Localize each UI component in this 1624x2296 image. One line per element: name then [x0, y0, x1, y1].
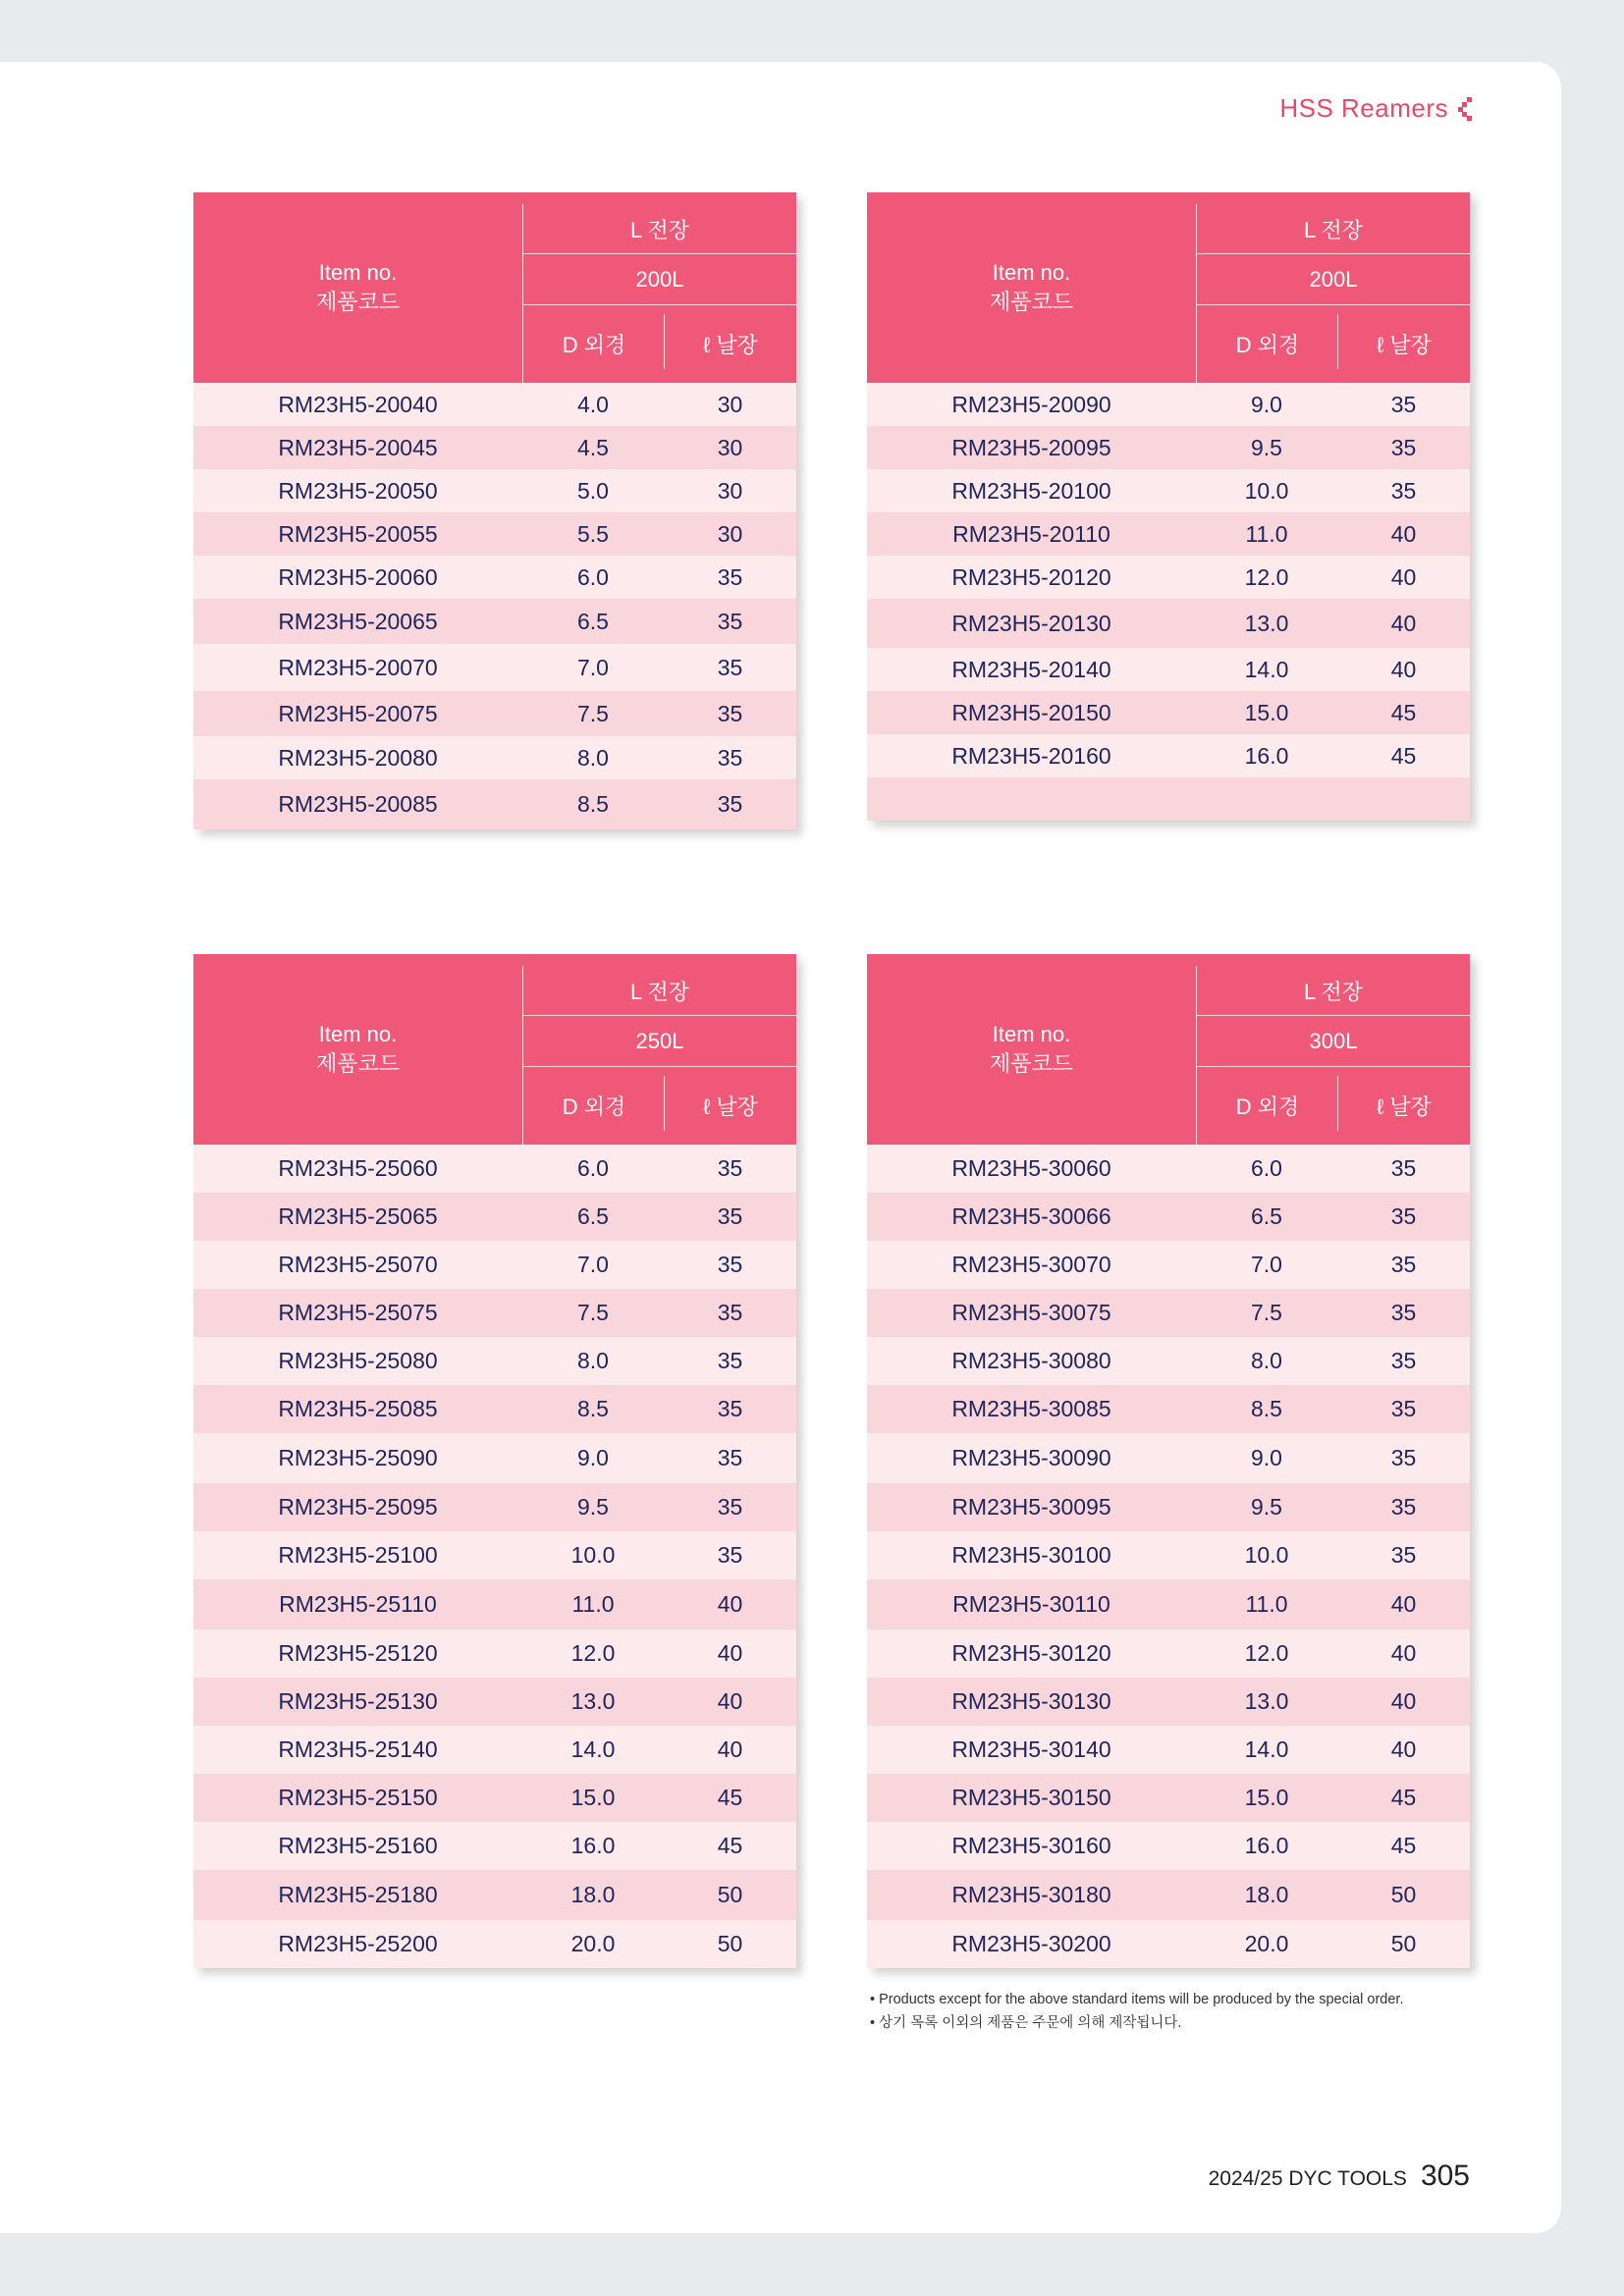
table-row: [867, 1145, 1470, 1193]
footer: [1209, 2160, 1470, 2193]
flute-length-cell: 40: [717, 1591, 743, 1617]
note-kr: • 상기 목록 이외의 제품은 주문에 의해 제작됩니다.: [870, 2015, 1182, 2031]
diameter-cell: 6.5: [577, 608, 609, 634]
diameter-cell: 18.0: [1244, 1882, 1289, 1907]
diameter-cell: 6.0: [577, 563, 609, 590]
table-header: [867, 954, 1470, 1145]
length-header: L 전장: [629, 217, 690, 242]
item-header-en: Item no.: [318, 1022, 398, 1046]
item-code-cell: RM23H5-30200: [951, 1931, 1111, 1956]
item-header: [867, 954, 1196, 1145]
flute-length-cell: 35: [1390, 1494, 1417, 1520]
table-row: [193, 1920, 796, 1968]
item-code-cell: RM23H5-25130: [278, 1688, 438, 1714]
table-body: [193, 1145, 796, 1968]
diameter-cell: 12.0: [1244, 1640, 1289, 1666]
flute-length-cell: 35: [1390, 1203, 1417, 1229]
flute-length-cell: 45: [1390, 742, 1417, 769]
flute-length-cell: 35: [717, 1300, 743, 1325]
footer-brand: 2024/25 DYC TOOLS: [1208, 2167, 1407, 2190]
item-code-cell: RM23H5-25060: [278, 1155, 438, 1181]
table-row: [867, 1385, 1470, 1433]
diameter-cell: 12.0: [570, 1640, 616, 1666]
flute-length-cell: 35: [717, 1542, 743, 1568]
table-row: [193, 1145, 796, 1193]
flute-length-cell: 50: [1390, 1882, 1417, 1907]
diameter-cell: 13.0: [1244, 610, 1289, 636]
flute-length-cell: 35: [717, 608, 743, 634]
item-code-cell: RM23H5-30100: [951, 1542, 1111, 1568]
table-row: [867, 1629, 1470, 1678]
diameter-cell: 7.0: [1251, 1252, 1282, 1277]
flute-length-cell: 35: [717, 1203, 743, 1229]
flute-length-cell: [1337, 777, 1470, 821]
diameter-cell: 20.0: [570, 1931, 616, 1956]
diameter-cell: 12.0: [1244, 563, 1289, 590]
item-code-cell: RM23H5-20055: [278, 520, 438, 547]
item-code-cell: RM23H5-20070: [278, 654, 438, 680]
length-value-header: 200L: [1309, 266, 1358, 292]
item-code-cell: RM23H5-30060: [951, 1155, 1111, 1181]
item-code-cell: RM23H5-30095: [951, 1494, 1111, 1520]
diameter-cell: 5.0: [577, 477, 609, 504]
flute-length-cell: 50: [1390, 1931, 1417, 1956]
diameter-cell: 6.5: [1251, 1203, 1282, 1229]
item-code-cell: RM23H5-20110: [952, 520, 1110, 547]
item-code-cell: RM23H5-20065: [278, 608, 438, 634]
table-row: [193, 1726, 796, 1774]
flute-length-cell: 35: [1390, 1252, 1417, 1277]
item-code-cell: RM23H5-30090: [951, 1445, 1111, 1470]
flute-length-cell: 40: [1390, 1640, 1417, 1666]
flute-length-cell: 30: [717, 520, 743, 547]
length-header: L 전장: [1303, 979, 1364, 1004]
item-code-cell: RM23H5-25150: [278, 1785, 438, 1810]
diameter-cell: 4.0: [577, 391, 609, 417]
table-header: [867, 192, 1470, 383]
item-code-cell: RM23H5-25065: [278, 1203, 438, 1229]
flute-length-cell: 35: [1390, 391, 1417, 417]
flute-length-cell: 40: [1390, 1736, 1417, 1762]
table-row: [867, 383, 1470, 426]
item-code-cell: RM23H5-30080: [951, 1348, 1111, 1373]
diameter-cell: 11.0: [571, 1591, 615, 1617]
table-row: [867, 1483, 1470, 1531]
item-code-cell: RM23H5-25140: [278, 1736, 438, 1762]
table-row: [193, 383, 796, 426]
notes: [870, 1988, 1404, 2035]
flute-length-cell: 40: [717, 1640, 743, 1666]
diameter-cell: 8.5: [577, 1396, 609, 1421]
table-row: [867, 1920, 1470, 1968]
flute-length-cell: 35: [717, 1348, 743, 1373]
table-row: [193, 1531, 796, 1579]
flute-length-cell: 40: [1390, 610, 1417, 636]
item-code-cell: RM23H5-30160: [951, 1833, 1111, 1858]
table-row: [193, 691, 796, 736]
table-row: [193, 1193, 796, 1241]
diameter-cell: 10.0: [570, 1542, 616, 1568]
diameter-cell: 8.0: [577, 1348, 609, 1373]
diameter-header: D 외경: [562, 1095, 626, 1119]
item-code-cell: RM23H5-20095: [951, 434, 1111, 460]
flute-length-cell: 35: [1390, 1155, 1417, 1181]
table-body: [193, 383, 796, 829]
flute-length-cell: 35: [717, 1445, 743, 1470]
flute-length-cell: 40: [1390, 1688, 1417, 1714]
table-row: [193, 1483, 796, 1531]
item-code-cell: RM23H5-30120: [951, 1640, 1111, 1666]
diameter-cell: 7.5: [1251, 1300, 1282, 1325]
table-row: [193, 1629, 796, 1678]
item-header-kr: 제품코드: [989, 290, 1073, 314]
table-row: [867, 1870, 1470, 1920]
item-code-cell: RM23H5-25110: [279, 1591, 437, 1617]
flute-length-header: ℓ 날장: [703, 1095, 758, 1119]
table-row: [867, 469, 1470, 512]
item-header: [867, 192, 1196, 383]
table-row: [867, 1822, 1470, 1870]
table-body: [867, 383, 1470, 821]
flute-length-cell: 35: [717, 791, 743, 817]
item-code-cell: RM23H5-20090: [951, 391, 1111, 417]
flute-length-cell: 35: [717, 563, 743, 590]
flute-length-cell: 40: [1390, 1591, 1417, 1617]
table-row: [867, 512, 1470, 556]
diameter-cell: 6.5: [577, 1203, 609, 1229]
length-value-header: 250L: [635, 1028, 684, 1053]
flute-length-cell: 40: [1390, 520, 1417, 547]
flute-length-cell: 35: [717, 1396, 743, 1421]
diameter-cell: [1196, 777, 1337, 821]
flute-length-cell: 30: [717, 434, 743, 460]
item-code-cell: RM23H5-30130: [951, 1688, 1111, 1714]
length-value-header: 300L: [1309, 1028, 1358, 1053]
table-row: [867, 1726, 1470, 1774]
item-code-cell: RM23H5-20160: [951, 742, 1111, 769]
diameter-cell: 10.0: [1244, 477, 1289, 504]
flute-length-cell: 35: [1390, 1348, 1417, 1373]
item-code-cell: [867, 777, 1196, 821]
item-code-cell: RM23H5-25120: [278, 1640, 438, 1666]
flute-length-cell: 45: [1390, 699, 1417, 725]
item-code-cell: RM23H5-30066: [951, 1203, 1111, 1229]
flute-length-cell: 45: [1390, 1833, 1417, 1858]
table-row: [867, 1193, 1470, 1241]
diameter-cell: 9.5: [1251, 1494, 1282, 1520]
spec-table-4: [867, 954, 1470, 1968]
diameter-cell: 9.5: [1251, 434, 1282, 460]
flute-length-cell: 45: [717, 1833, 743, 1858]
item-header-kr: 제품코드: [315, 1051, 400, 1076]
item-header: [193, 192, 522, 383]
flute-length-header: ℓ 날장: [1377, 333, 1432, 357]
diameter-cell: 15.0: [570, 1785, 616, 1810]
length-header: L 전장: [1303, 217, 1364, 242]
diameter-cell: 8.0: [577, 744, 609, 771]
item-code-cell: RM23H5-30070: [951, 1252, 1111, 1277]
flute-length-cell: 35: [717, 1494, 743, 1520]
flute-length-cell: 50: [717, 1931, 743, 1956]
diameter-header: D 외경: [1235, 1095, 1300, 1119]
diameter-cell: 8.5: [577, 791, 609, 817]
flute-length-cell: 35: [1390, 1396, 1417, 1421]
flute-length-cell: 35: [1390, 1542, 1417, 1568]
diameter-header: D 외경: [562, 333, 626, 357]
spec-table-1: [193, 192, 796, 829]
item-header-kr: 제품코드: [315, 290, 400, 314]
table-header: [193, 192, 796, 383]
table-row: [867, 1433, 1470, 1483]
flute-length-cell: 35: [1390, 477, 1417, 504]
item-code-cell: RM23H5-25090: [278, 1445, 438, 1470]
item-header-en: Item no.: [992, 1022, 1071, 1046]
flute-length-cell: 35: [717, 654, 743, 680]
diameter-cell: 13.0: [570, 1688, 616, 1714]
table-row: [193, 426, 796, 469]
table-row-empty: [867, 777, 1470, 821]
diameter-cell: 6.0: [577, 1155, 609, 1181]
item-code-cell: RM23H5-30075: [951, 1300, 1111, 1325]
length-header: L 전장: [629, 979, 690, 1004]
table-row: [193, 1822, 796, 1870]
flute-length-cell: 50: [717, 1882, 743, 1907]
table-header: [193, 954, 796, 1145]
table-row: [867, 1531, 1470, 1579]
item-code-cell: RM23H5-25070: [278, 1252, 438, 1277]
chevron-left-icon: [1458, 97, 1472, 121]
diameter-cell: 7.0: [577, 1252, 609, 1277]
table-row: [867, 426, 1470, 469]
item-header-en: Item no.: [318, 260, 398, 285]
item-code-cell: RM23H5-30150: [951, 1785, 1111, 1810]
table-row: [193, 556, 796, 599]
section-title: [1279, 93, 1472, 124]
flute-length-cell: 40: [717, 1688, 743, 1714]
flute-length-cell: 40: [1390, 656, 1417, 682]
item-code-cell: RM23H5-20085: [278, 791, 438, 817]
page-number: 305: [1420, 2160, 1470, 2192]
item-code-cell: RM23H5-20075: [278, 700, 438, 726]
item-code-cell: RM23H5-20130: [951, 610, 1111, 636]
flute-length-cell: 35: [717, 744, 743, 771]
table-row: [867, 599, 1470, 648]
table-row: [867, 734, 1470, 777]
flute-length-cell: 40: [717, 1736, 743, 1762]
item-code-cell: RM23H5-25095: [278, 1494, 438, 1520]
spec-table-2: [867, 192, 1470, 821]
item-code-cell: RM23H5-20120: [951, 563, 1111, 590]
table-row: [867, 691, 1470, 734]
table-row: [193, 512, 796, 556]
item-code-cell: RM23H5-20060: [278, 563, 438, 590]
item-code-cell: RM23H5-20050: [278, 477, 438, 504]
diameter-cell: 7.5: [577, 700, 609, 726]
item-code-cell: RM23H5-30180: [951, 1882, 1111, 1907]
section-title-text: HSS Reamers: [1279, 93, 1448, 123]
flute-length-cell: 35: [1390, 1300, 1417, 1325]
item-code-cell: RM23H5-25080: [278, 1348, 438, 1373]
diameter-cell: 15.0: [1244, 699, 1289, 725]
item-code-cell: RM23H5-25100: [278, 1542, 438, 1568]
flute-length-cell: 35: [1390, 1445, 1417, 1470]
table-row: [193, 1678, 796, 1726]
table-row: [193, 1337, 796, 1385]
table-row: [867, 1289, 1470, 1337]
diameter-cell: 20.0: [1244, 1931, 1289, 1956]
diameter-cell: 15.0: [1244, 1785, 1289, 1810]
item-code-cell: RM23H5-30110: [952, 1591, 1110, 1617]
item-code-cell: RM23H5-20150: [951, 699, 1111, 725]
diameter-cell: 10.0: [1244, 1542, 1289, 1568]
diameter-cell: 9.5: [577, 1494, 609, 1520]
flute-length-cell: 35: [1390, 434, 1417, 460]
diameter-cell: 14.0: [570, 1736, 616, 1762]
diameter-cell: 9.0: [1251, 391, 1282, 417]
item-code-cell: RM23H5-25085: [278, 1396, 438, 1421]
item-code-cell: RM23H5-20100: [951, 477, 1111, 504]
flute-length-cell: 45: [717, 1785, 743, 1810]
item-code-cell: RM23H5-20080: [278, 744, 438, 771]
table-row: [193, 1579, 796, 1629]
flute-length-cell: 35: [717, 1155, 743, 1181]
diameter-cell: 8.0: [1251, 1348, 1282, 1373]
diameter-cell: 16.0: [570, 1833, 616, 1858]
table-row: [867, 648, 1470, 691]
diameter-cell: 6.0: [1251, 1155, 1282, 1181]
table-row: [193, 1385, 796, 1433]
diameter-cell: 11.0: [1245, 1591, 1288, 1617]
diameter-cell: 7.5: [577, 1300, 609, 1325]
diameter-cell: 14.0: [1244, 656, 1289, 682]
diameter-cell: 9.0: [1251, 1445, 1282, 1470]
table-row: [193, 644, 796, 691]
table-row: [193, 1774, 796, 1822]
table-row: [867, 1774, 1470, 1822]
diameter-header: D 외경: [1235, 333, 1300, 357]
item-code-cell: RM23H5-30140: [951, 1736, 1111, 1762]
flute-length-cell: 35: [717, 700, 743, 726]
table-body: [867, 1145, 1470, 1968]
item-code-cell: RM23H5-25075: [278, 1300, 438, 1325]
diameter-cell: 16.0: [1244, 742, 1289, 769]
item-code-cell: RM23H5-20140: [951, 656, 1111, 682]
diameter-cell: 9.0: [577, 1445, 609, 1470]
diameter-cell: 13.0: [1244, 1688, 1289, 1714]
diameter-cell: 8.5: [1251, 1396, 1282, 1421]
table-row: [193, 736, 796, 779]
table-row: [193, 1289, 796, 1337]
flute-length-cell: 30: [717, 477, 743, 504]
item-header-en: Item no.: [992, 260, 1071, 285]
diameter-cell: 7.0: [577, 654, 609, 680]
item-code-cell: RM23H5-25180: [278, 1882, 438, 1907]
diameter-cell: 5.5: [577, 520, 609, 547]
length-value-header: 200L: [635, 266, 684, 292]
diameter-cell: 4.5: [577, 434, 609, 460]
table-row: [867, 556, 1470, 599]
table-row: [193, 779, 796, 829]
item-header-kr: 제품코드: [989, 1051, 1073, 1076]
flute-length-cell: 40: [1390, 563, 1417, 590]
item-code-cell: RM23H5-30085: [951, 1396, 1111, 1421]
note-en: • Products except for the above standard items will be produced by the special order.: [870, 1992, 1404, 2007]
table-row: [193, 1433, 796, 1483]
flute-length-header: ℓ 날장: [703, 333, 758, 357]
flute-length-cell: 45: [1390, 1785, 1417, 1810]
item-code-cell: RM23H5-20045: [278, 434, 438, 460]
diameter-cell: 11.0: [1245, 520, 1288, 547]
spec-table-3: [193, 954, 796, 1968]
table-row: [867, 1241, 1470, 1289]
table-row: [867, 1579, 1470, 1629]
flute-length-cell: 35: [717, 1252, 743, 1277]
item-code-cell: RM23H5-25160: [278, 1833, 438, 1858]
table-row: [193, 599, 796, 644]
item-code-cell: RM23H5-20040: [278, 391, 438, 417]
item-code-cell: RM23H5-25200: [278, 1931, 438, 1956]
table-row: [193, 469, 796, 512]
diameter-cell: 18.0: [570, 1882, 616, 1907]
flute-length-cell: 30: [717, 391, 743, 417]
table-row: [193, 1241, 796, 1289]
table-row: [867, 1337, 1470, 1385]
diameter-cell: 14.0: [1244, 1736, 1289, 1762]
diameter-cell: 16.0: [1244, 1833, 1289, 1858]
flute-length-header: ℓ 날장: [1377, 1095, 1432, 1119]
table-row: [867, 1678, 1470, 1726]
table-row: [193, 1870, 796, 1920]
item-header: [193, 954, 522, 1145]
